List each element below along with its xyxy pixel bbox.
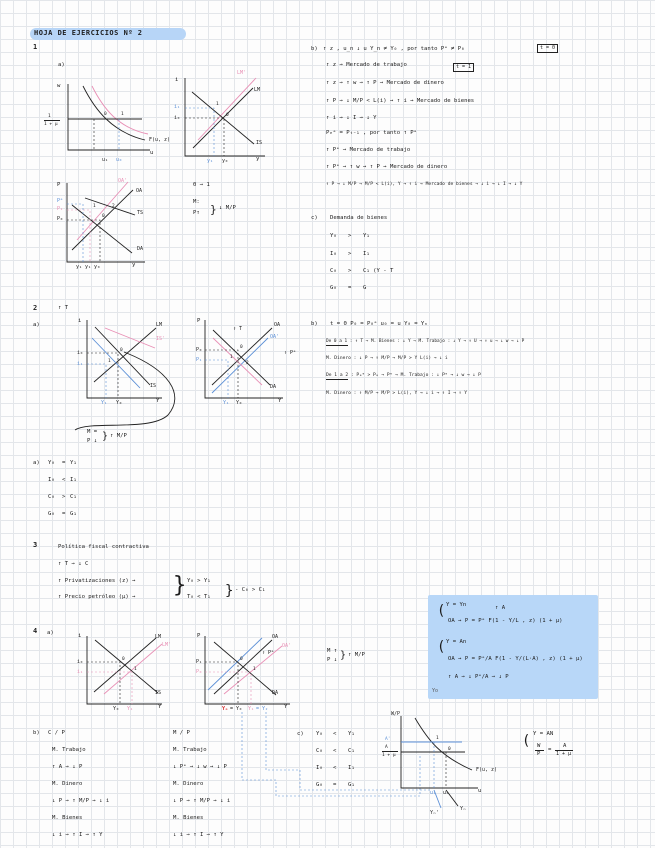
ex4-money-result: ↑ M/P xyxy=(348,652,365,658)
ex1-g2-lm-shift: LM' xyxy=(237,70,247,76)
ex4-g1-y-axis: i xyxy=(78,633,82,639)
ex4-g2-y-mid: Y₁ xyxy=(248,706,255,712)
ex1-c-r0-l: Y₀ xyxy=(330,233,337,239)
ex4-g2-oa1: OA' xyxy=(282,643,292,649)
ex2-a-r2-l: C₀ xyxy=(48,494,55,500)
ex4-g3-pt0: 0 xyxy=(448,747,451,752)
ex1-g3-oa-shift: OA' xyxy=(118,178,128,184)
ex4-g1-pt1: 1 xyxy=(134,667,137,672)
ex1-g3-y-axis: P xyxy=(57,182,61,188)
ex4-blue-l2: OA → P = Pᵉ F(1 - Y/L , z) (1 + μ) xyxy=(448,618,563,624)
ex4-b-left-2: M. Dinero xyxy=(52,781,83,787)
ex2-g1-y1: Y₁ xyxy=(101,400,108,406)
ex1-g3-da: DA xyxy=(137,246,144,252)
ex1-b-line-3: ↑ i → ↓ I → ↓ Y xyxy=(326,115,377,121)
ex1-c-r2-l: C₀ xyxy=(330,268,337,274)
ex1-g3-x-axis: y xyxy=(132,262,136,268)
ex1-g2-i0: i₀ xyxy=(174,115,181,121)
ex2-g2-p1: P₁ xyxy=(196,357,203,363)
ex4-side-eq-den: 1 + μ xyxy=(556,751,572,757)
ex1-g3-p1: P₁ xyxy=(57,206,64,212)
ex2-g2-pt2: 2 xyxy=(246,361,249,366)
ex1-c-r1-r: I₁ xyxy=(363,251,370,257)
ex4-b-mid-5: ↓ i → ↑ I → ↑ Y xyxy=(173,832,224,838)
ex4-blue-bracket-1: ( xyxy=(437,603,446,619)
ex2-a-r0-r: Y₁ xyxy=(70,460,77,466)
ex2-g2-oa1: OA' xyxy=(270,334,280,340)
ex2-money-l2: P ↓ xyxy=(87,438,98,444)
ex1-g1-frac-bottom: 1 + μ xyxy=(44,122,58,127)
ex2-b-line-0: De 0 a 1 : ↑ T → M. Bienes : ↓ Y → M. Trabajo : ↓ Y → ↑ U → ↑ u → ↓ w → ↓ P xyxy=(326,339,525,344)
ex2-g1-i0: i₀ xyxy=(77,350,84,356)
ex3-number: 3 xyxy=(33,541,38,549)
ex4-money-l2: P ↓ xyxy=(327,657,338,663)
ex1-b-line-2: ↑ P → ↓ M/P < L(i) → ↑ i → Mercado de bienes xyxy=(326,98,475,104)
ex1-g1-curve-label: F(u, z) xyxy=(149,137,171,143)
ex4-blue-l3: Y = An xyxy=(446,639,467,645)
ex2-a-r1-l: I₀ xyxy=(48,477,55,483)
ex4-g2-yn-label: Yₙ xyxy=(222,706,229,712)
ex1-c-r2-r: C₁ (Y - T xyxy=(363,268,394,274)
ex1-c-label: c) xyxy=(311,215,318,221)
ex4-blue-l4: OA → P = Pᵉ/A F(1 - Y/(L·A) , z) (1 + μ) xyxy=(448,656,583,662)
ex4-c-label: c) xyxy=(297,731,304,737)
ex1-g1-point1: 1 xyxy=(121,112,124,117)
ex1-c-r3-r: G xyxy=(363,285,367,291)
ex1-g2-lm: LM xyxy=(254,87,261,93)
ex4-g3-x1: u₁ xyxy=(430,790,437,796)
ex4-side-num: W xyxy=(537,743,541,749)
ex4-c-r2-r: I₁ xyxy=(348,765,355,771)
ex4-c-r3-op: = xyxy=(333,782,337,788)
ex2-b-line-1: M. Dinero : ↓ P → ↑ M/P → M/P > Y L(i) → ↓ i xyxy=(326,356,448,361)
ex2-g1-y0: Y₀ xyxy=(116,400,123,406)
ex2-money-brace: } xyxy=(102,431,109,442)
ex4-blue-footer: Yo xyxy=(432,688,439,694)
ex1-c-r0-op: > xyxy=(348,233,352,239)
ex4-g2-x-axis: Y xyxy=(284,704,288,710)
ex4-g2-yn-eq: = Y₀ xyxy=(230,706,243,712)
ex1-g3-point1: 1 xyxy=(93,204,96,209)
ex1-g3-point2: 2 xyxy=(112,204,115,209)
ex4-g3-x-axis: u xyxy=(478,788,482,794)
ex1-g1-tick-u0: u₀ xyxy=(116,157,123,163)
ex2-g2-up-pe: ↑ Pᵉ xyxy=(284,350,297,356)
ex2-g2-y1: Y₁ xyxy=(223,400,230,406)
ex2-g1-pt1: 1 xyxy=(108,359,111,364)
ex3-line2: ↑ Privatizaciones (z) → xyxy=(58,578,136,584)
ex2-a-r3-r: G₁ xyxy=(70,511,77,517)
ex4-side-l1: Y = AN xyxy=(533,731,554,737)
ex2-a-r3-op: = xyxy=(62,511,66,517)
ex1-side-result: ↓ M/P xyxy=(219,205,236,211)
ex4-blue-note xyxy=(428,595,598,699)
ex4-b-mid-4: M. Bienes xyxy=(173,815,204,821)
ex1-g2-point0: 0 xyxy=(226,113,229,118)
ex4-g3-x0: u₀ xyxy=(443,790,450,796)
ex3-line1: ↑ T → ↓ C xyxy=(58,561,89,567)
ex4-g2-pt1: 1 xyxy=(253,667,256,672)
ex4-b-label: b) xyxy=(33,730,40,736)
ex2-a-label: a) xyxy=(33,322,40,328)
ex1-g2-x-axis: y xyxy=(256,156,260,162)
ex4-b-left-head: C / P xyxy=(48,730,65,736)
ex1-g1-y-axis: w xyxy=(57,83,61,89)
ex4-g2-y-right: = Y₂ xyxy=(256,706,269,712)
ex2-g2-y-axis: P xyxy=(197,318,201,324)
ex1-c-r3-l: G₀ xyxy=(330,285,337,291)
ex4-c-r0-op: < xyxy=(333,731,337,737)
ex1-number: 1 xyxy=(33,43,38,51)
ex2-heading: ↑ T xyxy=(58,305,69,311)
ex4-blue-l5: ↑ A → ↓ Pᵉ/A → ↓ P xyxy=(448,674,509,680)
ex4-b-mid-0: M. Trabajo xyxy=(173,747,207,753)
ex1-g3-point0: 0 xyxy=(102,214,105,219)
ex1-c-title: Demanda de bienes xyxy=(330,215,388,221)
ex4-side-eq: = xyxy=(548,747,552,753)
ex1-a-label: a) xyxy=(58,62,65,68)
ex4-g2-up-pe: ↑ Pᵉ xyxy=(262,650,275,656)
ex1-side-brace: } xyxy=(210,203,217,216)
ex4-side-den: P xyxy=(537,751,541,757)
ex4-g1-is: IS xyxy=(155,690,162,696)
ex4-c-r1-l: C₀ xyxy=(316,748,323,754)
ex2-g1-is: IS xyxy=(150,383,157,389)
ex2-g1-x-axis: Y xyxy=(156,398,160,404)
ex2-g1-is1: IS' xyxy=(156,336,166,342)
ex4-money-brace: } xyxy=(340,650,347,661)
ex4-b-mid-head: M / P xyxy=(173,730,190,736)
ex2-a-r3-l: G₀ xyxy=(48,511,55,517)
ex1-c-r1-l: I₀ xyxy=(330,251,337,257)
ex2-g2-x-axis: Y xyxy=(278,398,282,404)
ex4-c-r2-op: < xyxy=(333,765,337,771)
ex4-blue-l1b: ↑ A xyxy=(495,605,506,611)
ex1-g2-y1: y₁ xyxy=(207,158,214,164)
ex2-b-label: b) xyxy=(311,321,318,327)
ex4-g3-yn1: Yₙ' xyxy=(430,810,440,816)
ex3-brace-right: } xyxy=(225,583,234,599)
ex4-c-r2-l: I₀ xyxy=(316,765,323,771)
ex2-g2-p0: P₀ xyxy=(196,347,203,353)
ex2-a-r1-op: < xyxy=(62,477,66,483)
ex2-g1-i1: i₁ xyxy=(77,361,84,367)
ex4-g3-curve: F(u, z) xyxy=(476,767,498,773)
ex4-g2-p0: P₀ xyxy=(196,669,203,675)
ex1-b-line-4: Pₑᵉ = Pₜ₋₁ , por tanto ↑ Pᵉ xyxy=(326,130,417,136)
ex4-blue-l1: Y = Yn xyxy=(446,602,467,608)
ex1-g2-point1: 1 xyxy=(216,102,219,107)
ex3-line3: ↑ Precio petróleo (μ) → xyxy=(58,594,136,600)
ex4-g3-frac-bottom: 1 + μ xyxy=(382,753,396,758)
ex1-g3-p0: P₀ xyxy=(57,216,64,222)
ex4-g1-i0: i₀ xyxy=(77,659,84,665)
ex2-a-rows-label: a) xyxy=(33,460,40,466)
ex2-g1-pt0: 0 xyxy=(120,348,123,353)
ex4-g1-pt0: 0 xyxy=(122,657,125,662)
ex2-g2-da: DA xyxy=(270,384,277,390)
ex1-g1-x-axis: u xyxy=(150,150,154,156)
ex2-g2-y0: Y₀ xyxy=(236,400,243,406)
ex1-g2-y-axis: i xyxy=(175,77,179,83)
ex4-c-r1-r: C₁ xyxy=(348,748,355,754)
ex2-money-result: ↑ M/P xyxy=(110,433,127,439)
ex1-b-line-1: ↑ z → ↑ w → ↑ P → Mercado de dinero xyxy=(326,80,444,86)
ex4-b-left-1: ↑ A → ↓ P xyxy=(52,764,83,770)
ex4-g1-lm: LM xyxy=(155,634,162,640)
ex4-g3-pt1: 1 xyxy=(436,736,439,741)
ex1-c-r3-op: = xyxy=(348,285,352,291)
ex2-a-r0-op: = xyxy=(62,460,66,466)
ex4-c-r3-l: G₀ xyxy=(316,782,323,788)
ex4-g3-y-axis: W/P xyxy=(391,711,401,717)
ex1-g3-oa: OA xyxy=(136,188,143,194)
ex3-result: - C₀ > C₁ xyxy=(235,587,266,593)
ex2-g2-up-t: ↑ T xyxy=(233,326,243,332)
ex1-c-r0-r: Y₁ xyxy=(363,233,370,239)
ex1-b-line-5: ↑ Pᵉ → Mercado de trabajo xyxy=(326,147,411,153)
ex4-g3-frac-top: A xyxy=(385,745,388,750)
ex2-g1-y-axis: i xyxy=(78,318,82,324)
ex4-b-mid-3: ↓ P → ↑ M/P → ↓ i xyxy=(173,798,231,804)
ex3-brace-top: Y₀ > Y₁ xyxy=(187,578,211,584)
ex2-number: 2 xyxy=(33,304,38,312)
ex1-g3-ts: TS xyxy=(137,210,144,216)
ex1-b-label: b) xyxy=(311,46,318,52)
ex1-side-line3: P↑ xyxy=(193,210,200,216)
ex4-b-mid-1: ↓ Pᵉ → ↓ w → ↓ P xyxy=(173,764,227,770)
ex1-g1-tick-u1: u₁ xyxy=(102,157,109,163)
ex4-g3-yn: Yₙ xyxy=(460,806,467,812)
ex1-g1-point0: 0 xyxy=(104,112,107,117)
ex2-g2-oa: OA xyxy=(274,322,281,328)
ex4-b-left-0: M. Trabajo xyxy=(52,747,86,753)
ex4-g1-i1: i₁ xyxy=(77,669,84,675)
ex4-c-r0-l: Y₀ xyxy=(316,731,323,737)
ex4-g2-pt0: 0 xyxy=(240,657,243,662)
ex1-side-line1: 0 → 1 xyxy=(193,182,210,188)
ex2-a-r2-op: > xyxy=(62,494,66,500)
ex1-g3-y-ticks: y₁ y₁ y₀ xyxy=(76,264,101,270)
ex1-b-box-t0: t = 0 xyxy=(537,44,558,53)
ex1-c-r1-op: > xyxy=(348,251,352,257)
ex4-b-left-5: ↓ i → ↑ I → ↑ Y xyxy=(52,832,103,838)
page-title: HOJA DE EJERCICIOS Nº 2 xyxy=(34,29,143,37)
ex1-b-line-0: ↑ z → Mercado de trabajo xyxy=(326,62,407,68)
ex1-g2-i1: i₁ xyxy=(174,104,181,110)
ex4-side-bracket: ( xyxy=(522,733,531,749)
ex4-a-label: a) xyxy=(47,630,54,636)
ex4-g3-frac-top1: A' xyxy=(385,737,391,742)
ex4-c-r3-r: G₁ xyxy=(348,782,355,788)
ex4-c-r0-r: Y₁ xyxy=(348,731,355,737)
ex1-c-r2-op: > xyxy=(348,268,352,274)
ex4-b-left-4: M. Bienes xyxy=(52,815,83,821)
ex2-a-r2-r: C₁ xyxy=(70,494,77,500)
ex2-a-r1-r: I₁ xyxy=(70,477,77,483)
ex2-g2-pt0: 0 xyxy=(240,345,243,350)
ex4-g1-x-axis: Y xyxy=(158,704,162,710)
ex2-b-header: t = 0 P₀ = P₀ᵉ u₀ = u Y₀ = Yₙ xyxy=(330,321,428,327)
ex1-g2-is: IS xyxy=(256,140,263,146)
ex4-side-eq-num: A xyxy=(563,743,567,749)
ex3-brace-bottom: T₀ < T₁ xyxy=(187,594,211,600)
ex2-money-l1: M = xyxy=(87,429,98,435)
ex4-g1-lm1: LM' xyxy=(162,642,172,648)
ex1-g3-pe: Pᵉ xyxy=(57,198,64,204)
ex4-b-mid-2: M. Dinero xyxy=(173,781,204,787)
ex1-b-line-7: ↑ P → ↓ M/P → M/P < L(i), Y → ↑ i → Mercado de bienes → ↓ i → ↓ I → ↓ Y xyxy=(326,182,523,187)
ex2-g1-lm: LM xyxy=(156,322,163,328)
ex4-blue-bracket-2: ( xyxy=(437,639,446,655)
ex4-number: 4 xyxy=(33,627,38,635)
ex1-b-box-t1: t = 1 xyxy=(453,63,474,72)
ex4-b-left-3: ↓ P → ↑ M/P → ↓ i xyxy=(52,798,110,804)
ex4-g2-oa: OA xyxy=(272,634,279,640)
ex2-g2-pt1: 1 xyxy=(230,355,233,360)
ex4-g1-y1: Y₁ xyxy=(127,706,134,712)
ex1-b-line-6: ↑ Pᵉ → ↑ w → ↑ P → Mercado de dinero xyxy=(326,164,448,170)
ex4-money-l1: M ↑ xyxy=(327,648,338,654)
ex4-g2-y-axis: P xyxy=(197,633,201,639)
ex2-b-line-2: De 1 a 2 : Pₑᵉ > Pₑ → Pᵉ → M. Trabajo : ↓ Pᵉ → ↓ w → ↓ P xyxy=(326,373,481,378)
ex4-g2-da: DA xyxy=(272,690,279,696)
ex4-g1-y0: Y₀ xyxy=(113,706,120,712)
ex2-b-line-3: M. Dinero : ↑ M/P → M/P > L(i), Y → ↓ i → ↑ I → ↑ Y xyxy=(326,391,468,396)
ex4-c-r1-op: < xyxy=(333,748,337,754)
ex1-g1-frac-top: 1 xyxy=(48,114,51,119)
ex1-b-header: ↑ z , u_n ↓ u Y_n ≠ Y₀ , por tanto Pᵉ ≠ P₀ xyxy=(323,46,465,52)
ex4-g2-p1: P₁ xyxy=(196,659,203,665)
ex3-brace: } xyxy=(173,573,187,598)
ex1-g2-y0: y₀ xyxy=(222,158,229,164)
ex2-a-r0-l: Y₀ xyxy=(48,460,55,466)
ex3-title: Política fiscal contractiva xyxy=(58,544,149,550)
ex1-side-line2: M: xyxy=(193,199,200,205)
